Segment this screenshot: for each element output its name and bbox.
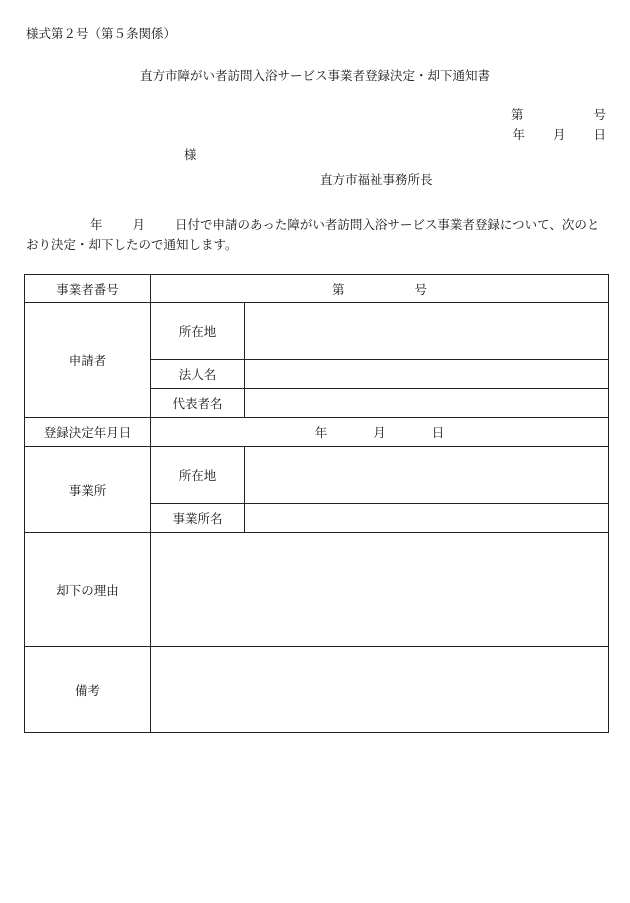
number-suffix: 号: [593, 107, 606, 122]
decision-year: 年: [314, 425, 328, 440]
business-number-prefix: 第: [331, 281, 345, 297]
form-number-label: 様式第２号（第５条関係）: [26, 26, 177, 41]
business-number-value: [151, 275, 609, 303]
decision-month: 月: [373, 425, 386, 440]
addressee-honorific: 様: [184, 147, 197, 162]
office-name-field: [245, 504, 609, 533]
decision-day: 日: [431, 425, 445, 440]
applicant-address-label: 所在地: [151, 303, 245, 360]
applicant-label: 申請者: [25, 303, 151, 418]
office-label: 事業所: [25, 447, 151, 533]
row-business-number: [25, 275, 609, 303]
applicant-corp-label: 法人名: [151, 360, 245, 389]
office-name-label: 事業所名: [151, 504, 245, 533]
body-month: 月: [132, 217, 146, 232]
rejection-reason-label: 却下の理由: [25, 533, 151, 647]
row-decision-date: [25, 418, 609, 447]
office-address-field: [245, 447, 609, 504]
sender-name: 直方市福祉事務所長: [320, 172, 433, 187]
decision-date-value: [151, 418, 609, 447]
applicant-corp-field: [245, 360, 609, 389]
row-applicant-address: [25, 303, 609, 360]
business-number-suffix: 号: [414, 281, 428, 297]
notice-body-text: [26, 215, 606, 255]
applicant-address-field: [245, 303, 609, 360]
row-remarks: [25, 647, 609, 733]
office-address-label: 所在地: [151, 447, 245, 504]
applicant-rep-label: 代表者名: [151, 389, 245, 418]
notice-form-table: [24, 274, 609, 733]
remarks-field: [151, 647, 609, 733]
body-year: 年: [90, 217, 103, 232]
body-rest: 日付で申請のあった障がい者訪問入浴サービス事業者登録について、次のとおり決定・却下したので通知します。: [26, 217, 600, 252]
document-title: 直方市障がい者訪問入浴サービス事業者登録決定・却下通知書: [139, 68, 490, 83]
rejection-reason-field: [151, 533, 609, 647]
document-number-line: [511, 107, 606, 123]
row-rejection-reason: [25, 533, 609, 647]
date-day: 日: [593, 127, 606, 142]
decision-date-label: 登録決定年月日: [25, 418, 151, 447]
number-prefix: 第: [510, 107, 524, 122]
date-month: 月: [552, 127, 566, 142]
remarks-label: 備考: [25, 647, 151, 733]
applicant-rep-field: [245, 389, 609, 418]
date-year: 年: [512, 127, 525, 142]
business-number-label: 事業者番号: [25, 275, 151, 303]
document-date-line: [512, 127, 606, 143]
row-office-address: [25, 447, 609, 504]
